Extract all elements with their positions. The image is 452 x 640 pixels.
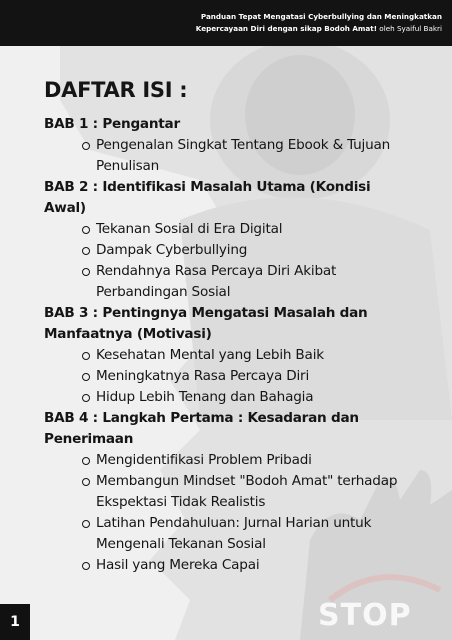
list-item: Hasil yang Mereka Capai <box>82 555 404 576</box>
chapter-items-4 <box>44 450 404 576</box>
list-item: Membangun Mindset "Bodoh Amat" terhadap Ekspektasi Tidak Realistis <box>82 471 404 513</box>
chapter-heading-1: BAB 1 : Pengantar <box>44 116 180 132</box>
header-title: Panduan Tepat Mengatasi Cyberbullying dan Meningkatkan Kepercayaan Diri dengan sikap Bodoh Amat! <box>195 12 442 33</box>
list-item: Latihan Pendahuluan: Jurnal Harian untuk Mengenali Tekanan Sosial <box>82 513 404 555</box>
list-item: Dampak Cyberbullying <box>82 240 404 261</box>
table-of-contents <box>44 76 404 576</box>
toc-title: DAFTAR ISI : <box>44 78 188 102</box>
chapter-heading-2: BAB 2 : Identifikasi Masalah Utama (Kondisi Awal) <box>44 179 371 216</box>
list-item: Hidup Lebih Tenang dan Bahagia <box>82 387 404 408</box>
chapter-items-1 <box>44 135 404 177</box>
chapter-heading-3: BAB 3 : Pentingnya Mengatasi Masalah dan Manfaatnya (Motivasi) <box>44 305 368 342</box>
page-header <box>0 0 452 46</box>
chapter-heading-4: BAB 4 : Langkah Pertama : Kesadaran dan Penerimaan <box>44 410 359 447</box>
header-author: oleh Syaiful Bakri <box>379 24 442 33</box>
list-item: Kesehatan Mental yang Lebih Baik <box>82 345 404 366</box>
header-text <box>172 11 442 35</box>
stop-sign-text: STOP <box>318 598 412 633</box>
list-item: Meningkatnya Rasa Percaya Diri <box>82 366 404 387</box>
list-item: Pengenalan Singkat Tentang Ebook & Tujuan Penulisan <box>82 135 404 177</box>
page-number: 1 <box>0 604 30 640</box>
list-item: Tekanan Sosial di Era Digital <box>82 219 404 240</box>
chapter-items-3 <box>44 345 404 408</box>
chapter-items-2 <box>44 219 404 303</box>
list-item: Mengidentifikasi Problem Pribadi <box>82 450 404 471</box>
list-item: Rendahnya Rasa Percaya Diri Akibat Perbandingan Sosial <box>82 261 404 303</box>
